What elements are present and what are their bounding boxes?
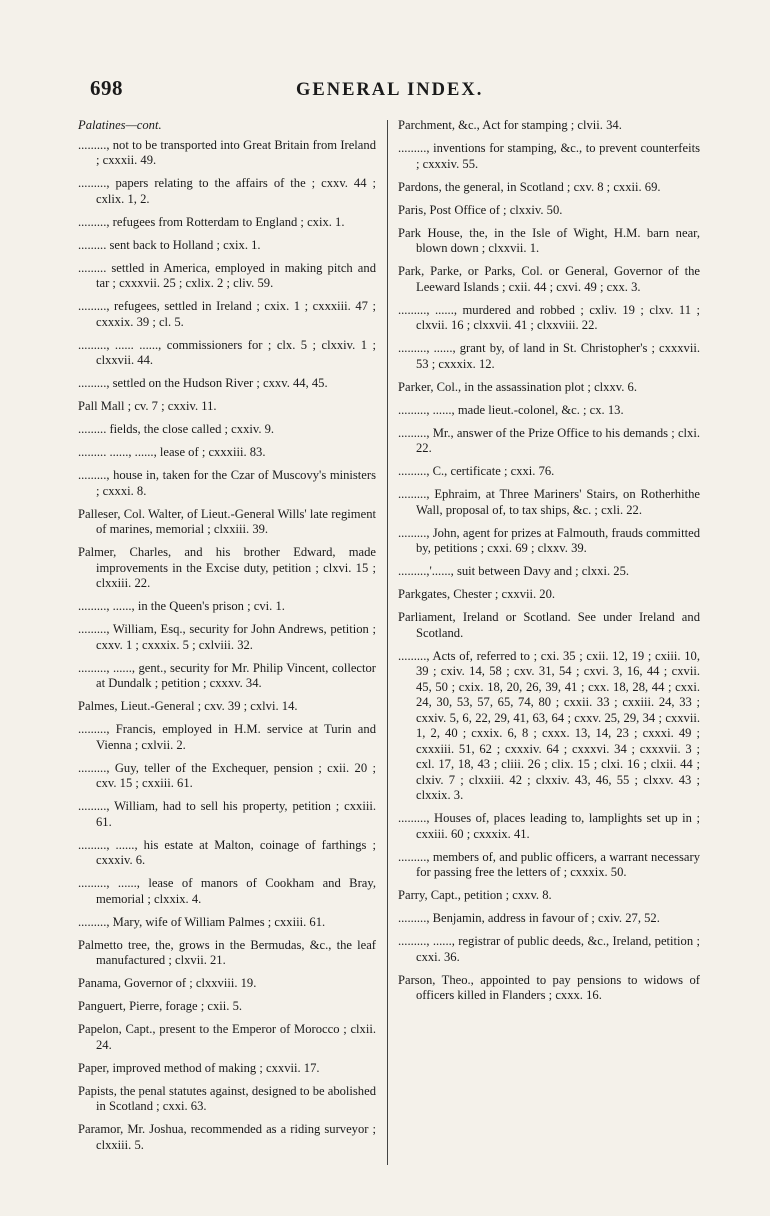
index-entry: ......... settled in America, employed in making pitch and tar ; cxxxvii. 25 ; cxlix. 2 ; cliv. 59. [78,260,376,290]
index-entry: ......... ......, ......, lease of ; cxxxiii. 83. [78,445,266,459]
right-entries [398,118,700,1004]
index-entry: ........., ......, lease of manors of Cookham and Bray, memorial ; clxxix. 4. [78,876,376,906]
index-entry: ........., Francis, employed in H.M. service at Turin and Vienna ; cxlvii. 2. [78,722,376,752]
index-entry: ......... fields, the close called ; cxxiv. 9. [78,422,275,436]
index-entry: Parry, Capt., petition ; cxxv. 8. [398,888,552,902]
index-entry: ........., Mr., answer of the Prize Office to his demands ; clxi. 22. [398,425,700,455]
right-column [398,118,700,1011]
page-number: 698 [90,76,123,100]
index-entry: Panguert, Pierre, forage ; cxii. 5. [78,999,243,1013]
index-entry: Parson, Theo., appointed to pay pensions to widows of officers killed in Flanders ; cxxx. 16. [398,972,700,1002]
index-entry: Palmetto tree, the, grows in the Bermudas, &c., the leaf manufactured ; clxvii. 21. [78,937,376,967]
index-entry: Paramor, Mr. Joshua, recommended as a riding surveyor ; clxxiii. 5. [78,1122,376,1152]
left-entries [78,138,376,1154]
index-entry: Parliament, Ireland or Scotland. See under Ireland and Scotland. [398,610,700,640]
index-entry: ........., not to be transported into Great Britain from Ireland ; cxxxii. 49. [78,137,376,167]
index-entry: Palmes, Lieut.-General ; cxv. 39 ; cxlvi. 14. [78,699,298,713]
index-entry: Papists, the penal statutes against, designed to be abolished in Scotland ; cxxi. 63. [78,1083,376,1113]
index-entry: Parkgates, Chester ; cxxvii. 20. [398,587,556,601]
index-entry: Parker, Col., in the assassination plot ; clxxv. 6. [398,379,637,394]
index-entry: Pardons, the general, in Scotland ; cxv. 8 ; cxxii. 69. [398,179,661,194]
index-entry: Park, Parke, or Parks, Col. or General, Governor of the Leeward Islands ; cxii. 44 ; cxvi. 49 ; cxx. 3. [398,264,700,294]
index-entry: Palleser, Col. Walter, of Lieut.-General Wills' late regiment of marines, memorial ; clxxiii. 39. [78,506,376,536]
index-entry: ........., Benjamin, address in favour of ; cxiv. 27, 52. [398,911,660,925]
column-divider [387,120,388,1165]
index-entry: ........., C., certificate ; cxxi. 76. [398,464,555,478]
index-entry: Papelon, Capt., present to the Emperor of Morocco ; clxii. 24. [78,1022,376,1052]
index-entry: Parchment, &c., Act for stamping ; clvii. 34. [398,118,622,132]
index-entry: ........., Houses of, places leading to, lamplights set up in ; cxxiii. 60 ; cxxxix. 41. [398,811,700,841]
index-entry: ........., Mary, wife of William Palmes ; cxxiii. 61. [78,914,326,929]
index-entry: ........., ...... ......, commissioners for ; clx. 5 ; clxxiv. 1 ; clxxvii. 44. [78,337,376,367]
index-entry: ........., settled on the Hudson River ; cxxv. 44, 45. [78,376,328,390]
index-entry: ........., ......, gent., security for Mr. Philip Vincent, collector at Dundalk ; petition ; cxxxv. 34. [78,660,376,690]
continued-heading: Palatines—cont. [78,118,162,132]
index-entry: ........., refugees from Rotterdam to England ; cxix. 1. [78,214,345,229]
index-entry: ......... sent back to Holland ; cxix. 1. [78,237,261,252]
index-entry: ........., Guy, teller of the Exchequer, pension ; cxii. 20 ; cxv. 15 ; cxxiii. 61. [78,760,376,790]
index-entry: ........., refugees, settled in Ireland ; cxix. 1 ; cxxxiii. 47 ; cxxxix. 39 ; cl. 5. [78,299,376,329]
index-entry: Panama, Governor of ; clxxviii. 19. [78,976,257,990]
index-entry: Pall Mall ; cv. 7 ; cxxiv. 11. [78,399,217,413]
index-entry: ........., John, agent for prizes at Falmouth, frauds committed by, petitions ; cxxi. 69 ; clxxv. 39. [398,525,700,555]
index-entry: Paper, improved method of making ; cxxvii. 17. [78,1060,320,1075]
index-entry: ........., ......, registrar of public deeds, &c., Ireland, petition ; cxxi. 36. [398,934,700,964]
index-entry: ........., ......, in the Queen's prison ; cvi. 1. [78,599,285,613]
index-entry: ........., ......, made lieut.-colonel, &c. ; cx. 13. [398,402,624,417]
index-entry: ........., William, Esq., security for John Andrews, petition ; cxxv. 1 ; cxxxix. 5 ; cxlviii. 32. [78,622,376,652]
index-entry: Paris, Post Office of ; clxxiv. 50. [398,202,563,217]
index-entry: .........,'......, suit between Davy and ; clxxi. 25. [398,564,630,578]
index-entry: ........., Acts of, referred to ; cxi. 35 ; cxii. 12, 19 ; cxiii. 10, 39 ; cxiv. 14, 58 ; cxv. 31, 54 ; cxvi. 3, 16, 44 ; cxvii. 45, 50 ; cxix. 18, 20, 26, 39, 41 ; cxx. 18, 28, 44 ; cxxi. 24, 30, 53, 57, 65, 74, 80 ; cxxii. 33 ; cxxiii. 24, 33 ; cxxiv. 5, 6, 22, 29, 41, 63, 64 ; cxxv. 25, 29, 34 ; cxxvii. 1, 2, 40 ; cxxix. 6, 8 ; cxxx. 13, 14, 23 ; cxxxi. 49 ; cxxxiii. 51, 62 ; cxxxiv. 64 ; cxxxvi. 34 ; cxxxvii. 3 ; cxl. 17, 18, 43 ; cliii. 26 ; clix. 15 ; clxi. 16 ; clxii. 44 ; clxiv. 7 ; clxxiii. 42 ; clxxiv. 43, 46, 55 ; clxxv. 43 ; clxxix. 3. [398,648,700,802]
running-head: GENERAL INDEX. [296,80,484,100]
index-entry: ........., Ephraim, at Three Mariners' Stairs, on Rotherhithe Wall, proposal of, to tax ships, &c. ; cxli. 22. [398,487,700,517]
index-entry: ........., inventions for stamping, &c., to prevent counterfeits ; cxxxiv. 55. [398,141,700,171]
index-entry: ........., house in, taken for the Czar of Muscovy's ministers ; cxxxi. 8. [78,468,376,498]
index-entry: ........., William, had to sell his property, petition ; cxxiii. 61. [78,799,376,829]
index-entry: ........., members of, and public officers, a warrant necessary for passing free the letters of ; cxxxix. 50. [398,849,700,879]
index-entry: ........., ......, grant by, of land in St. Christopher's ; cxxxvii. 53 ; cxxxix. 12. [398,341,700,371]
index-entry: Palmer, Charles, and his brother Edward, made improvements in the Excise duty, petition ; clxvi. 15 ; clxxiii. 22. [78,545,376,590]
index-entry: ........., ......, murdered and robbed ; cxliv. 19 ; clxv. 11 ; clxvii. 16 ; clxxvii. 41 ; clxxviii. 22. [398,302,700,332]
index-entry: ........., ......, his estate at Malton, coinage of farthings ; cxxxiv. 6. [78,837,376,867]
left-column [78,118,376,1161]
index-entry: ........., papers relating to the affairs of the ; cxxv. 44 ; cxlix. 1, 2. [78,176,376,206]
index-entry: Park House, the, in the Isle of Wight, H.M. barn near, blown down ; clxxvii. 1. [398,225,700,255]
